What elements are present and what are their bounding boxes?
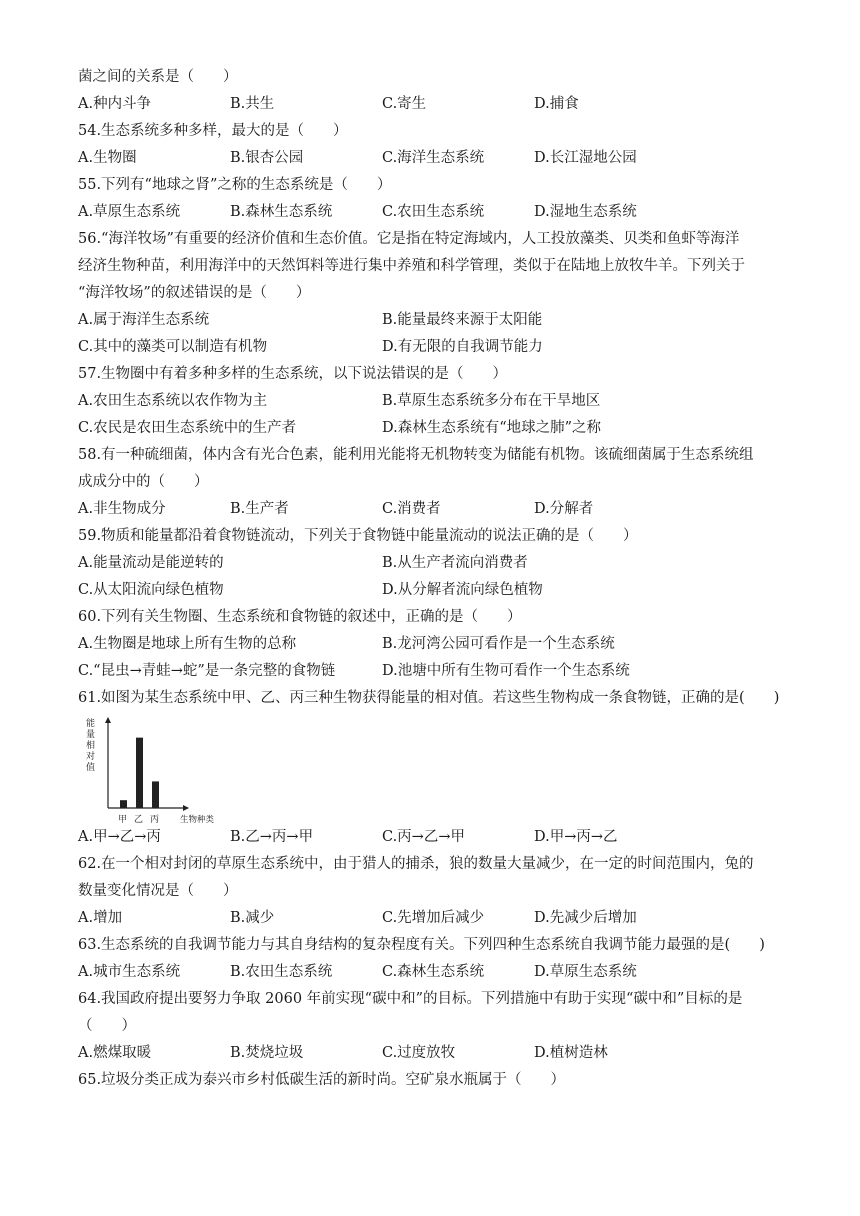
x-tick-label: 丙 — [150, 815, 160, 824]
energy-chart — [78, 712, 788, 824]
option-c: C.农田生态系统 — [382, 204, 485, 220]
q59-options-row-2 — [78, 577, 788, 604]
svg-text:值: 值 — [86, 763, 96, 773]
option-b: B.生产者 — [230, 501, 289, 517]
option-c: C.过度放牧 — [382, 1045, 456, 1061]
option-a: A.增加 — [78, 910, 123, 926]
option-c: C.森林生态系统 — [382, 964, 485, 980]
option-a: A.能量流动是能逆转的 — [78, 555, 224, 571]
option-a: A.生物圈 — [78, 150, 137, 166]
q64-options — [78, 1040, 788, 1067]
option-b: B.焚烧垃圾 — [230, 1045, 304, 1061]
option-c: C.从太阳流向绿色植物 — [78, 582, 224, 598]
q60-stem: 60.下列有关生物圈、生态系统和食物链的叙述中，正确的是（ ） — [78, 609, 522, 625]
option-b: B.草原生态系统多分布在干旱地区 — [382, 393, 601, 409]
q60-options-row-1 — [78, 631, 788, 658]
q53-stem-tail: 菌之间的关系是（ ） — [78, 69, 238, 85]
option-a: A.种内斗争 — [78, 96, 152, 112]
option-b: B.森林生态系统 — [230, 204, 333, 220]
option-d: D.森林生态系统有“地球之肺”之称 — [382, 420, 602, 436]
option-d: D.从分解者流向绿色植物 — [382, 582, 543, 598]
option-c: C.消费者 — [382, 501, 441, 517]
worksheet-page — [78, 64, 788, 1094]
option-a: A.甲→乙→丙 — [78, 829, 161, 845]
q57-stem: 57.生物圈中有着多种多样的生态系统，以下说法错误的是（ ） — [78, 366, 508, 382]
option-c: C.“昆虫→青蛙→蛇”是一条完整的食物链 — [78, 663, 336, 679]
x-tick-label: 甲 — [118, 815, 128, 824]
option-b: B.龙河湾公园可看作是一个生态系统 — [382, 636, 615, 652]
q63-options — [78, 959, 788, 986]
q57-options-row-1 — [78, 388, 788, 415]
q53-options — [78, 91, 788, 118]
option-d: D.分解者 — [534, 501, 594, 517]
y-axis-arrow — [105, 717, 111, 723]
q59-options-row-1 — [78, 550, 788, 577]
option-c: C.寄生 — [382, 96, 427, 112]
option-a: A.草原生态系统 — [78, 204, 181, 220]
q56-options-row-1 — [78, 307, 788, 334]
option-d: D.池塘中所有生物可看作一个生态系统 — [382, 663, 630, 679]
q61-options — [78, 824, 788, 851]
x-tick-label: 乙 — [134, 815, 144, 824]
bar-3 — [152, 781, 159, 808]
option-a: A.属于海洋生态系统 — [78, 312, 210, 328]
option-c: C.其中的藻类可以制造有机物 — [78, 339, 268, 355]
q63-stem: 63.生态系统的自我调节能力与其自身结构的复杂程度有关。下列四种生态系统自我调节能力最强的是( ) — [78, 937, 765, 953]
energy-bar-chart — [78, 712, 238, 824]
option-d: D.捕食 — [534, 96, 579, 112]
bar-1 — [120, 800, 127, 808]
option-b: B.能量最终来源于太阳能 — [382, 312, 543, 328]
q65-stem: 65.垃圾分类正成为泰兴市乡村低碳生活的新时尚。空矿泉水瓶属于（ ） — [78, 1072, 566, 1088]
option-d: D.有无限的自我调节能力 — [382, 339, 543, 355]
q55-stem: 55.下列有“地球之肾”之称的生态系统是（ ） — [78, 177, 392, 193]
option-a: A.非生物成分 — [78, 501, 166, 517]
q54-options — [78, 145, 788, 172]
option-d: D.长江湿地公园 — [534, 150, 637, 166]
svg-text:对: 对 — [86, 752, 96, 762]
q57-options-row-2 — [78, 415, 788, 442]
option-a: A.城市生态系统 — [78, 964, 181, 980]
q59-stem: 59.物质和能量都沿着食物链流动，下列关于食物链中能量流动的说法正确的是（ ） — [78, 528, 638, 544]
q56-stem-line-2: 经济生物种苗，利用海洋中的天然饵料等进行集中养殖和科学管理，类似于在陆地上放牧牛羊。下列关于 — [78, 258, 745, 274]
option-c: C.先增加后减少 — [382, 910, 485, 926]
q58-options — [78, 496, 788, 523]
q64-stem-line-2: （ ） — [78, 1018, 136, 1034]
svg-text:相: 相 — [86, 741, 96, 751]
q58-stem-line-2: 成成分中的（ ） — [78, 474, 209, 490]
option-b: B.农田生态系统 — [230, 964, 333, 980]
x-axis-arrow — [183, 805, 189, 811]
q58-stem-line-1: 58.有一种硫细菌，体内含有光合色素，能利用光能将无机物转变为储能有机物。该硫细菌属于生态系统组 — [78, 447, 754, 463]
option-d: D.先减少后增加 — [534, 910, 637, 926]
q54-stem: 54.生态系统多种多样，最大的是（ ） — [78, 123, 348, 139]
x-axis-label: 生物种类 — [180, 815, 215, 824]
q64-stem-line-1: 64.我国政府提出要努力争取 2060 年前实现“碳中和”的目标。下列措施中有助于实现“碳中和”目标的是 — [78, 991, 743, 1007]
q56-stem-line-3: “海洋牧场”的叙述错误的是（ ） — [78, 285, 311, 301]
option-b: B.减少 — [230, 910, 275, 926]
y-axis-label — [86, 717, 95, 773]
bar-2 — [136, 738, 143, 808]
svg-text:能: 能 — [86, 719, 96, 729]
option-a: A.燃煤取暖 — [78, 1045, 152, 1061]
q62-options — [78, 905, 788, 932]
q60-options-row-2 — [78, 658, 788, 685]
q61-stem: 61.如图为某生态系统中甲、乙、丙三种生物获得能量的相对值。若这些生物构成一条食物链，正确的是( ) — [78, 690, 780, 706]
option-c: C.农民是农田生态系统中的生产者 — [78, 420, 297, 436]
option-c: C.海洋生态系统 — [382, 150, 485, 166]
q56-options-row-2 — [78, 334, 788, 361]
option-c: C.丙→乙→甲 — [382, 829, 465, 845]
option-d: D.草原生态系统 — [534, 964, 637, 980]
option-b: B.共生 — [230, 96, 275, 112]
q56-stem-line-1: 56.“海洋牧场”有重要的经济价值和生态价值。它是指在特定海域内，人工投放藻类、贝类和鱼虾等海洋 — [78, 231, 740, 247]
option-a: A.生物圈是地球上所有生物的总称 — [78, 636, 297, 652]
option-b: B.从生产者流向消费者 — [382, 555, 528, 571]
svg-text:量: 量 — [86, 730, 96, 740]
q62-stem-line-2: 数量变化情况是（ ） — [78, 883, 238, 899]
option-d: D.湿地生态系统 — [534, 204, 637, 220]
q55-options — [78, 199, 788, 226]
q62-stem-line-1: 62.在一个相对封闭的草原生态系统中，由于猎人的捕杀，狼的数量大量减少，在一定的时间范围内，兔的 — [78, 856, 754, 872]
option-b: B.银杏公园 — [230, 150, 304, 166]
option-a: A.农田生态系统以农作物为主 — [78, 393, 268, 409]
option-b: B.乙→丙→甲 — [230, 829, 314, 845]
option-d: D.甲→丙→乙 — [534, 829, 618, 845]
option-d: D.植树造林 — [534, 1045, 608, 1061]
